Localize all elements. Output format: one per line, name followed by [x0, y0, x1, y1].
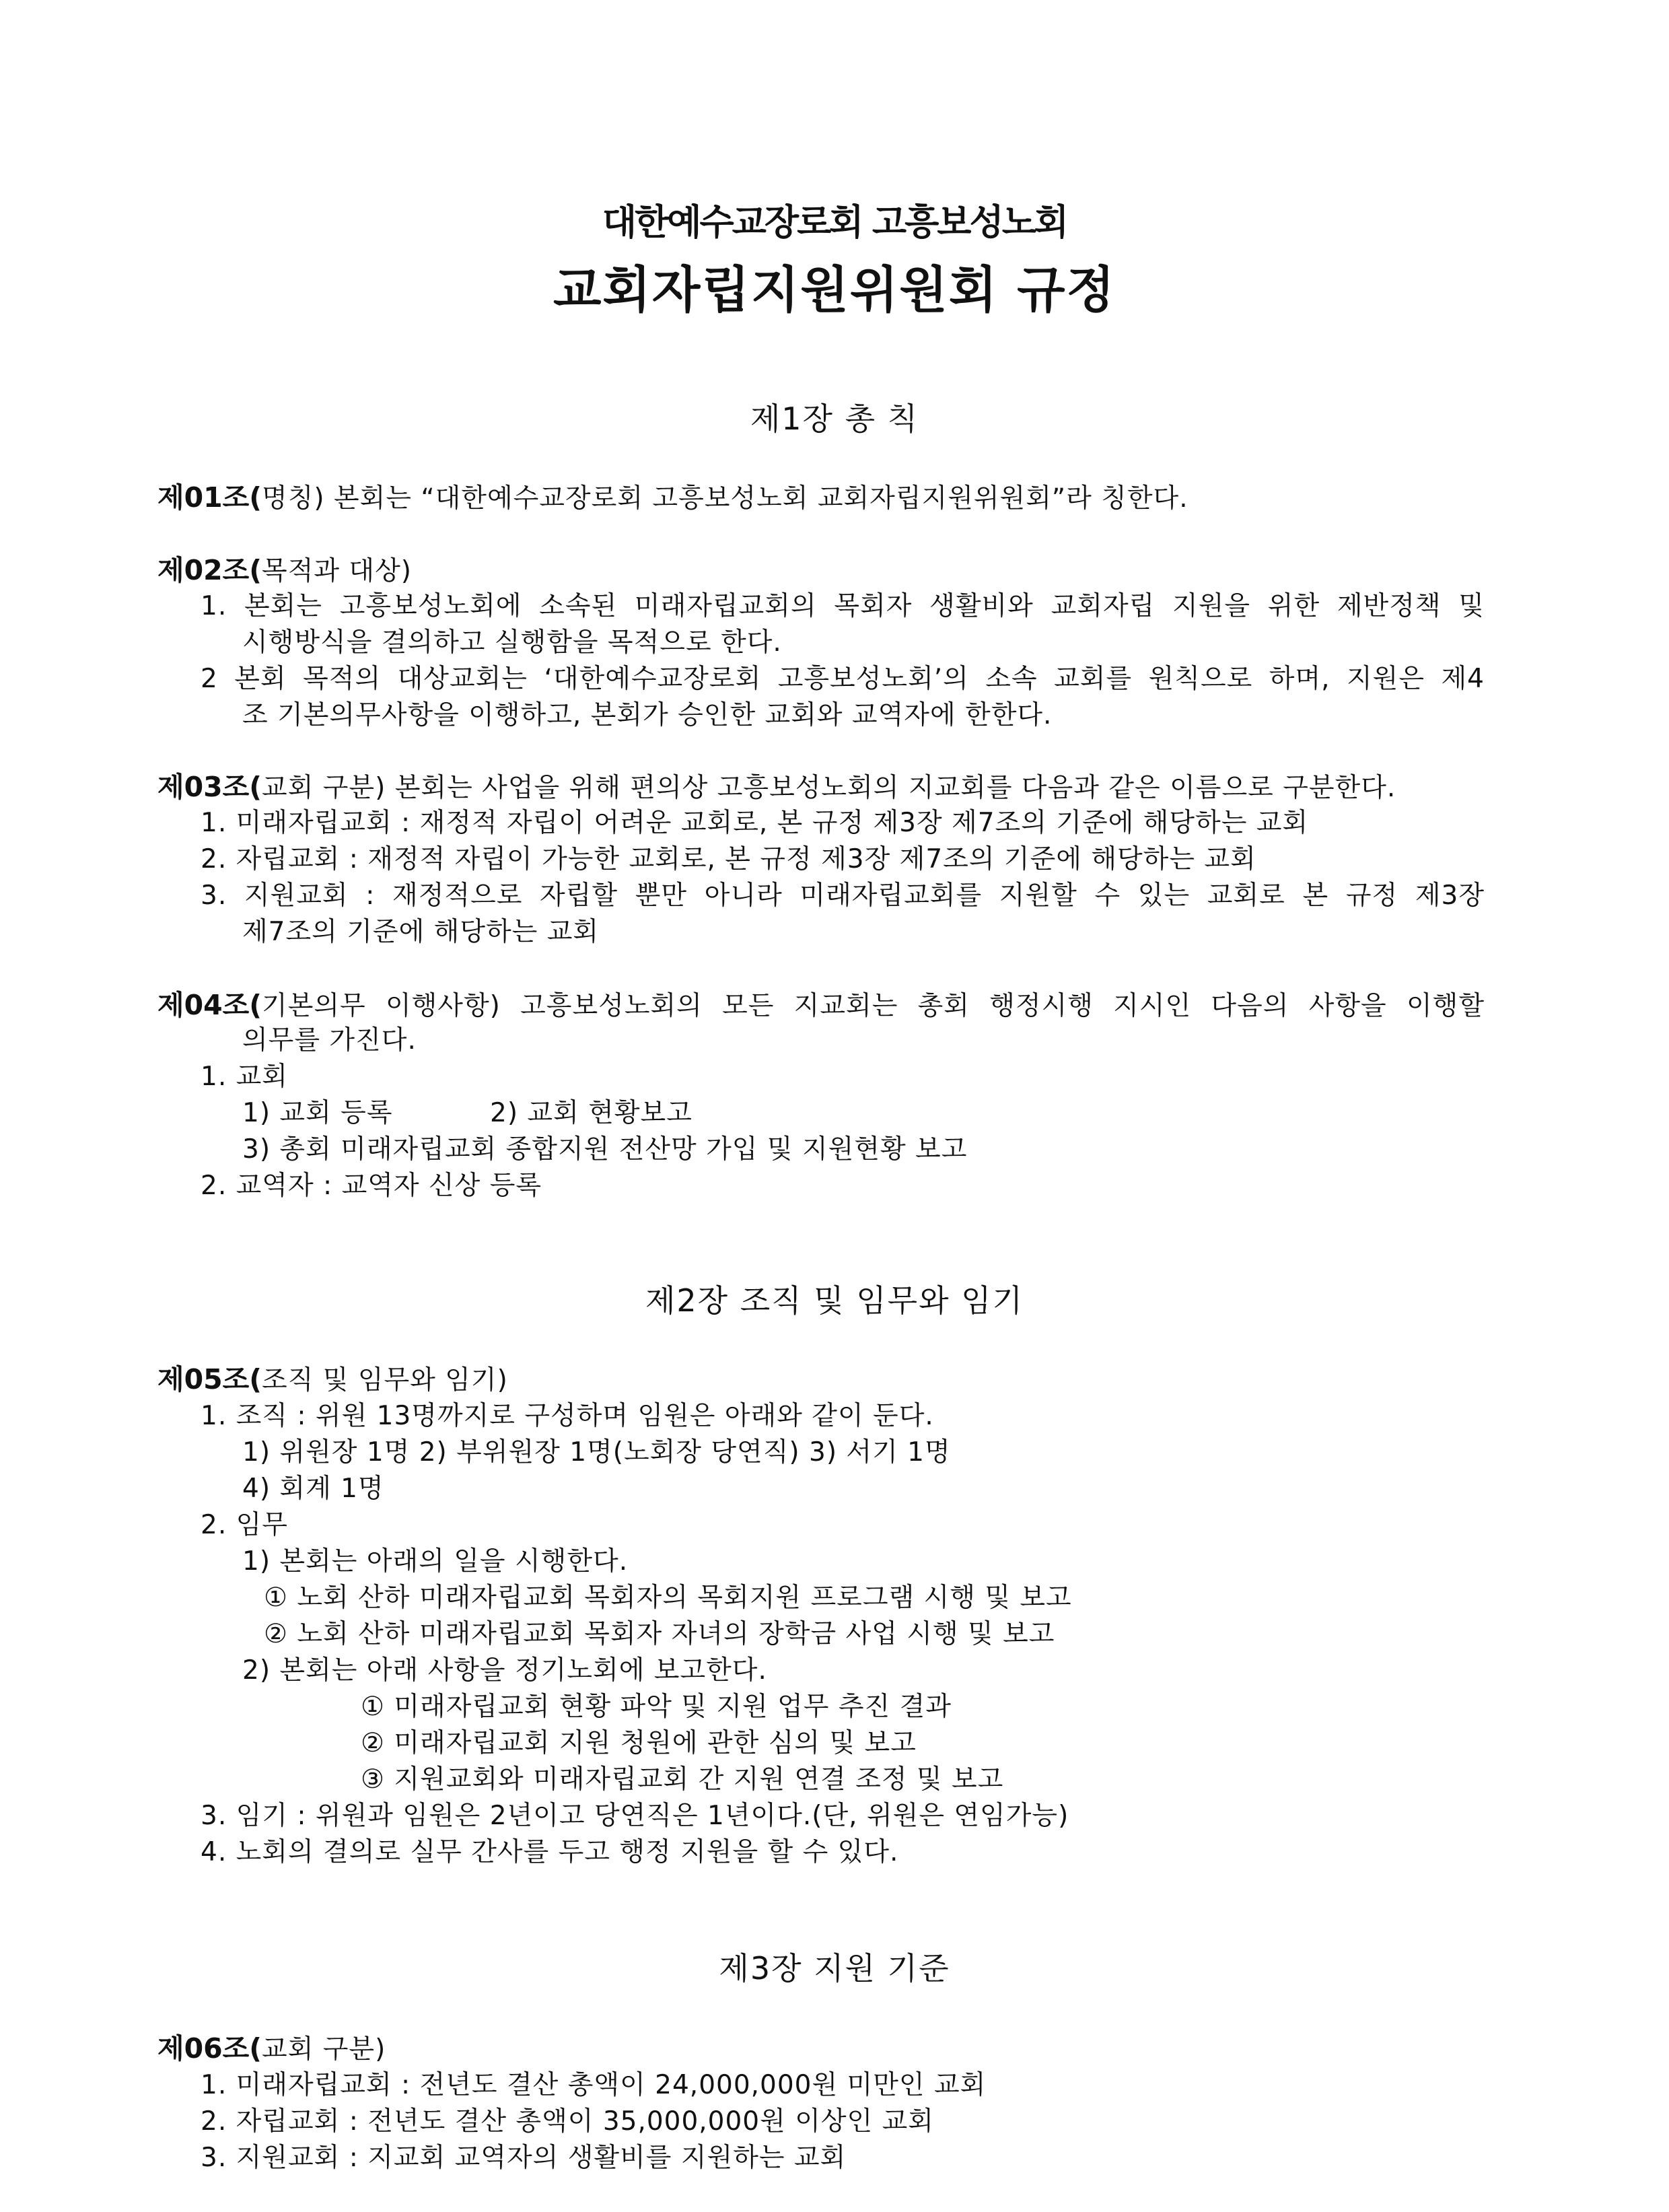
article-06-item2: 2. 자립교회 : 전년도 결산 총액이 35,000,000원 이상인 교회	[201, 2106, 934, 2137]
article-04-item1: 1. 교회	[201, 1062, 288, 1092]
article-04	[157, 983, 1485, 1023]
article-03-item1: 1. 미래자립교회 : 재정적 자립이 어려운 교회로, 본 규정 제3장 제7조의 기준에 해당하는 교회	[201, 808, 1309, 838]
chapter1-heading: 제1장 총 칙	[750, 401, 919, 437]
article-05-item2-sub2: 2) 본회는 아래 사항을 정기노회에 보고한다.	[242, 1655, 767, 1686]
article-03-item3-line1: 3. 지원교회 : 재정적으로 자립할 뿐만 아니라 미래자립교회를 지원할 수 있는 교회로 본 규정 제3장	[201, 880, 1485, 911]
article-02	[157, 548, 412, 588]
article-04-item1-sub2: 2) 교회 현황보고	[490, 1098, 693, 1128]
article-05-item3: 3. 임기 : 위원과 임원은 2년이고 당연직은 1년이다.(단, 위원은 연임가능)	[201, 1801, 1069, 1831]
document-title-line2: 교회자립지원위원회 규정	[553, 261, 1116, 319]
article-05-item1-sub1: 1) 위원장 1명 2) 부위원장 1명(노회장 당연직) 3) 서기 1명	[242, 1437, 951, 1467]
article-04-item1-sub3: 3) 총회 미래자립교회 종합지원 전산망 가입 및 지원현황 보고	[242, 1134, 968, 1165]
article-05-item1: 1. 조직 : 위원 13명까지로 구성하며 임원은 아래와 같이 둔다.	[201, 1401, 934, 1431]
article-05-item2-sub2-b: ② 미래자립교회 지원 청원에 관한 심의 및 보고	[361, 1728, 917, 1758]
article-05-title: 조직 및 임무와 임기)	[262, 1365, 508, 1395]
article-06-label: 제06조(	[157, 2032, 262, 2065]
article-06-item1: 1. 미래자립교회 : 전년도 결산 총액이 24,000,000원 미만인 교회	[201, 2070, 987, 2100]
chapter2-heading: 제2장 조직 및 임무와 임기	[645, 1282, 1024, 1319]
article-02-title: 목적과 대상)	[262, 556, 412, 586]
article-05-item2-sub1-a: ① 노회 산하 미래자립교회 목회자의 목회지원 프로그램 시행 및 보고	[264, 1583, 1072, 1613]
article-03-label: 제03조(	[157, 771, 262, 803]
article-05	[157, 1357, 508, 1397]
article-05-item2-sub1-b: ② 노회 산하 미래자립교회 목회자 자녀의 장학금 사업 시행 및 보고	[264, 1619, 1055, 1649]
article-06-title: 교회 구분)	[262, 2034, 386, 2065]
article-05-item1-sub2: 4) 회계 1명	[242, 1474, 384, 1504]
article-01-label: 제01조(	[157, 481, 262, 514]
article-04-text-line2: 의무를 가진다.	[242, 1025, 417, 1056]
article-03-item3-line2: 제7조의 기준에 해당하는 교회	[242, 917, 600, 947]
article-01	[157, 475, 1188, 515]
article-02-label: 제02조(	[157, 554, 262, 586]
article-05-item2: 2. 임무	[201, 1510, 288, 1540]
article-04-item2: 2. 교역자 : 교역자 신상 등록	[201, 1171, 542, 1201]
article-02-item2-line1: 2 본회 목적의 대상교회는 ‘대한예수교장로회 고흥보성노회’의 소속 교회를 원칙으로 하며, 지원은 제4	[201, 664, 1485, 694]
article-06-item3: 3. 지원교회 : 지교회 교역자의 생활비를 지원하는 교회	[201, 2143, 847, 2173]
article-03	[157, 765, 1396, 804]
article-04-item1-sub1: 1) 교회 등록	[242, 1098, 393, 1128]
article-05-item2-sub2-a: ① 미래자립교회 현황 파악 및 지원 업무 추진 결과	[361, 1692, 952, 1722]
article-02-item1-line1: 1. 본회는 고흥보성노회에 소속된 미래자립교회의 목회자 생활비와 교회자립 지원을 위한 제반정책 및	[201, 591, 1485, 621]
article-06	[157, 2026, 386, 2066]
article-03-item2: 2. 자립교회 : 재정적 자립이 가능한 교회로, 본 규정 제3장 제7조의 기준에 해당하는 교회	[201, 844, 1256, 874]
article-01-text: 명칭) 본회는 “대한예수교장로회 고흥보성노회 교회자립지원위원회”라 칭한다.	[262, 483, 1188, 514]
article-05-item2-sub2-c: ③ 지원교회와 미래자립교회 간 지원 연결 조정 및 보고	[361, 1764, 1004, 1795]
article-02-item1-line2: 시행방식을 결의하고 실행함을 목적으로 한다.	[242, 627, 782, 658]
chapter3-heading: 제3장 지원 기준	[719, 1950, 950, 1986]
article-05-item4: 4. 노회의 결의로 실무 간사를 두고 행정 지원을 할 수 있다.	[201, 1837, 899, 1867]
article-03-text: 교회 구분) 본회는 사업을 위해 편의상 고흥보성노회의 지교회를 다음과 같은 이름으로 구분한다.	[262, 773, 1396, 803]
article-02-item2-line2: 조 기본의무사항을 이행하고, 본회가 승인한 교회와 교역자에 한한다.	[242, 700, 1053, 730]
document-title-line1: 대한예수교장로회 고흥보성노회	[602, 202, 1067, 243]
article-05-item2-sub1: 1) 본회는 아래의 일을 시행한다.	[242, 1546, 629, 1577]
article-04-label: 제04조(	[157, 989, 262, 1021]
article-04-text: 기본의무 이행사항) 고흥보성노회의 모든 지교회는 총회 행정시행 지시인 다음의 사항을 이행할	[262, 991, 1485, 1021]
article-05-label: 제05조(	[157, 1363, 262, 1395]
